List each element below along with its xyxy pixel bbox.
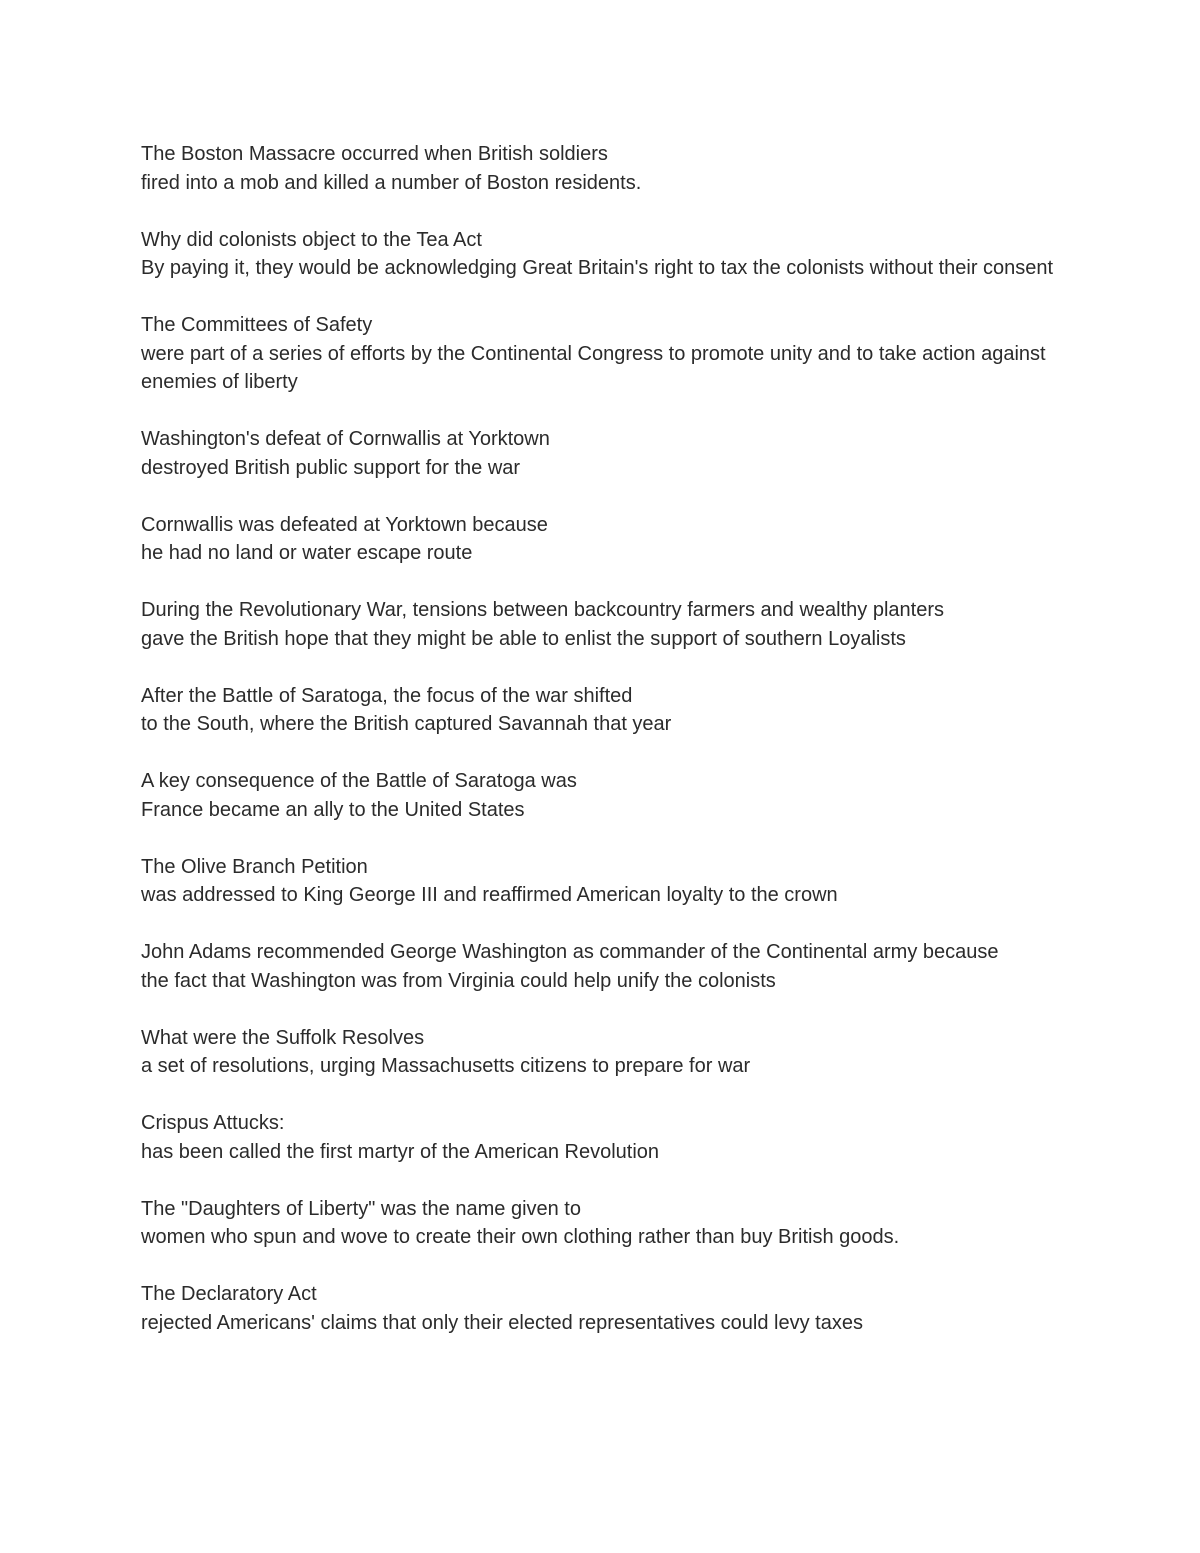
- question-text: A key consequence of the Battle of Saratoga was: [141, 770, 577, 792]
- answer-text: By paying it, they would be acknowledging Great Britain's right to tax the colonists without their consent: [141, 257, 1054, 279]
- answer-text: he had no land or water escape route: [141, 542, 473, 564]
- qa-entry-10: [141, 938, 1071, 995]
- answer-text: destroyed British public support for the war: [141, 456, 521, 479]
- answer-text: gave the British hope that they might be able to enlist the support of southern Loyalists: [141, 627, 906, 650]
- qa-entry-3: [141, 311, 1071, 397]
- question-text: The Olive Branch Petition: [141, 855, 368, 878]
- answer-text: has been called the first martyr of the American Revolution: [141, 1140, 660, 1163]
- answer-text: a set of resolutions, urging Massachusetts citizens to prepare for war: [141, 1055, 751, 1077]
- question-text: Why did colonists object to the Tea Act: [141, 228, 482, 251]
- answer-text: the fact that Washington was from Virginia could help unify the colonists: [141, 969, 776, 992]
- qa-entry-14: [141, 1280, 1071, 1337]
- question-text: John Adams recommended George Washington as commander of the Continental army because: [141, 941, 999, 963]
- answer-text: were part of a series of efforts by the Continental Congress to promote unity and to take action against enemies of liberty: [141, 342, 1046, 393]
- question-text: The Boston Massacre occurred when British soldiers: [141, 143, 608, 165]
- qa-entry-11: [141, 1024, 1071, 1081]
- qa-entry-7: [141, 682, 1071, 739]
- question-text: The "Daughters of Liberty" was the name given to: [141, 1197, 581, 1220]
- question-text: During the Revolutionary War, tensions between backcountry farmers and wealthy planters: [141, 599, 944, 621]
- qa-entry-1: [141, 140, 1071, 197]
- qa-entry-8: [141, 767, 1071, 824]
- answer-text: rejected Americans' claims that only their elected representatives could levy taxes: [141, 1311, 863, 1334]
- qa-entry-9: [141, 853, 1071, 910]
- qa-entry-12: [141, 1109, 1071, 1166]
- qa-entry-4: [141, 425, 1071, 482]
- question-text: The Declaratory Act: [141, 1283, 317, 1305]
- qa-entry-13: [141, 1195, 1071, 1252]
- document-page: [141, 140, 1071, 1366]
- answer-text: France became an ally to the United States: [141, 798, 525, 821]
- qa-entry-2: [141, 226, 1071, 283]
- question-text: After the Battle of Saratoga, the focus of the war shifted: [141, 684, 633, 707]
- answer-text: was addressed to King George III and reaffirmed American loyalty to the crown: [141, 884, 838, 906]
- qa-entry-6: [141, 596, 1071, 653]
- question-text: Crispus Attucks:: [141, 1112, 285, 1134]
- qa-entry-5: [141, 511, 1071, 568]
- question-text: Cornwallis was defeated at Yorktown because: [141, 513, 548, 536]
- question-text: Washington's defeat of Cornwallis at Yorktown: [141, 428, 550, 450]
- answer-text: to the South, where the British captured Savannah that year: [141, 713, 672, 735]
- question-text: The Committees of Safety: [141, 314, 373, 336]
- answer-text: women who spun and wove to create their own clothing rather than buy British goods.: [141, 1226, 900, 1248]
- answer-text: fired into a mob and killed a number of Boston residents.: [141, 171, 642, 194]
- question-text: What were the Suffolk Resolves: [141, 1026, 425, 1049]
